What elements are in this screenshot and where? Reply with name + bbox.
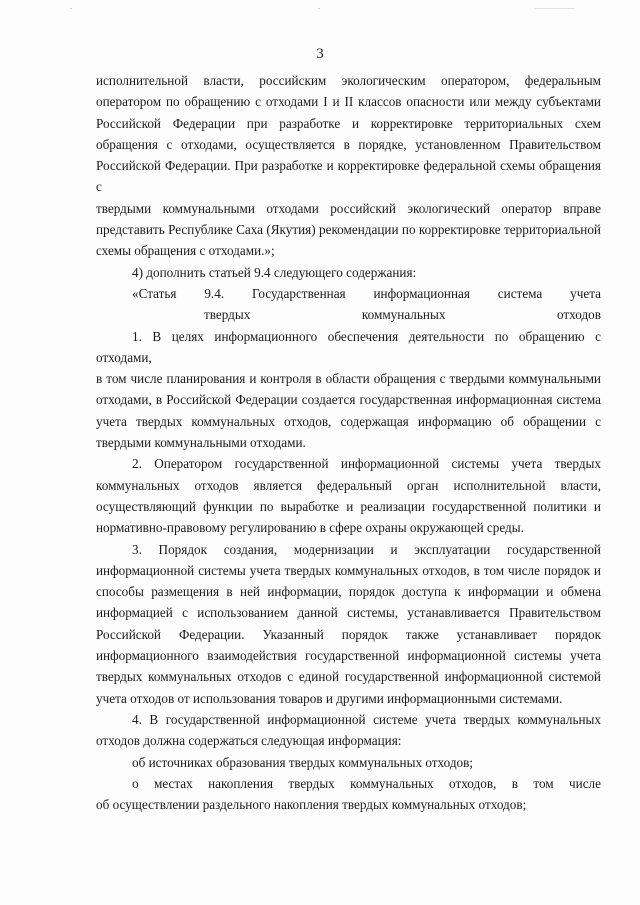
- text-line: Российской Федерации при разработке и корректировке территориальных схем: [96, 115, 601, 131]
- text-line: отходов должна содержаться следующая информация:: [96, 733, 402, 749]
- article-paragraph-1: [96, 326, 601, 454]
- text-line: информационной системы учета твердых коммунальных отходов, в том числе порядок и: [96, 562, 601, 578]
- text-line: твердыми коммунальными отходами.: [96, 435, 306, 451]
- text-line: учета отходов от использования товаров и другими информационными системами.: [96, 690, 563, 706]
- text-line: оператором по обращению с отходами I и II классов опасности или между субъектами: [96, 94, 601, 110]
- text-line: информационного взаимодействия государственной информационной системы учета: [96, 648, 601, 664]
- text-line: 1. В целях информационного обеспечения деятельности по обращению с отходами,: [96, 328, 601, 365]
- list-item: об источниках образования твердых коммунальных отходов;: [132, 754, 474, 770]
- amendment-item: 4) дополнить статьей 9.4 следующего содержания:: [132, 264, 417, 280]
- text-line: твердых коммунальных отходов с единой государственной информационной системой: [96, 669, 601, 685]
- text-line: коммунальных отходов является федеральный орган исполнительной власти,: [96, 477, 601, 493]
- text-line: схемы обращения с отходами.»;: [96, 243, 275, 259]
- text-line: исполнительной власти, российским экологическим оператором, федеральным: [96, 73, 601, 88]
- text-line: 3. Порядок создания, модернизации и эксплуатации государственной: [132, 541, 601, 557]
- article-paragraph-4: [96, 709, 601, 752]
- text-line: в том числе планирования и контроля в области обращения с твердыми коммунальными: [96, 371, 601, 387]
- scan-mark: [535, 8, 575, 9]
- text-line: твердыми коммунальными отходами российский экологический оператор вправе: [96, 200, 601, 216]
- text-line: 2. Оператором государственной информационной системы учета твердых: [132, 456, 601, 472]
- text-line: нормативно-правовому регулированию в сфере охраны окружающей среды.: [96, 520, 524, 536]
- text-line: об осуществлении раздельного накопления твердых коммунальных отходов;: [96, 797, 527, 813]
- text-line: информацией с использованием данной системы, устанавливается Правительством: [96, 605, 601, 621]
- article-title-continuation: твердых коммунальных отходов: [204, 307, 601, 323]
- document-body: [96, 70, 601, 815]
- text-line: Российской Федерации. При разработке и корректировке федеральной схемы обращения с: [96, 158, 601, 195]
- paragraph-continuation: [96, 70, 601, 262]
- text-line: отходами, в Российской Федерации создается государственная информационная система: [96, 392, 601, 408]
- text-line: Российской Федерации. Указанный порядок также устанавливает порядок: [96, 626, 601, 642]
- text-line: представить Республике Саха (Якутия) рекомендации по корректировке территориальной: [96, 222, 601, 238]
- page-number: 3: [316, 46, 324, 62]
- text-line: обращения с отходами, осуществляется в порядке, установленном Правительством: [96, 136, 601, 152]
- article-title: «Статья 9.4. Государственная информационная система учета: [132, 285, 601, 301]
- list-item: [96, 773, 601, 816]
- article-paragraph-2: [96, 453, 601, 538]
- text-line: 4. В государственной информационной системе учета твердых коммунальных: [132, 711, 601, 727]
- text-line: способы размещения в ней информации, порядок доступа к информации и обмена: [96, 584, 601, 600]
- text-line: учета твердых коммунальных отходов, содержащая информацию об обращении с: [96, 413, 601, 429]
- text-line: осуществляющий функции по выработке и реализации государственной политики и: [96, 498, 601, 514]
- scan-mark: [318, 8, 320, 9]
- scan-mark: [70, 8, 72, 9]
- article-paragraph-3: [96, 539, 601, 709]
- text-line: о местах накопления твердых коммунальных отходов, в том числе: [132, 775, 601, 791]
